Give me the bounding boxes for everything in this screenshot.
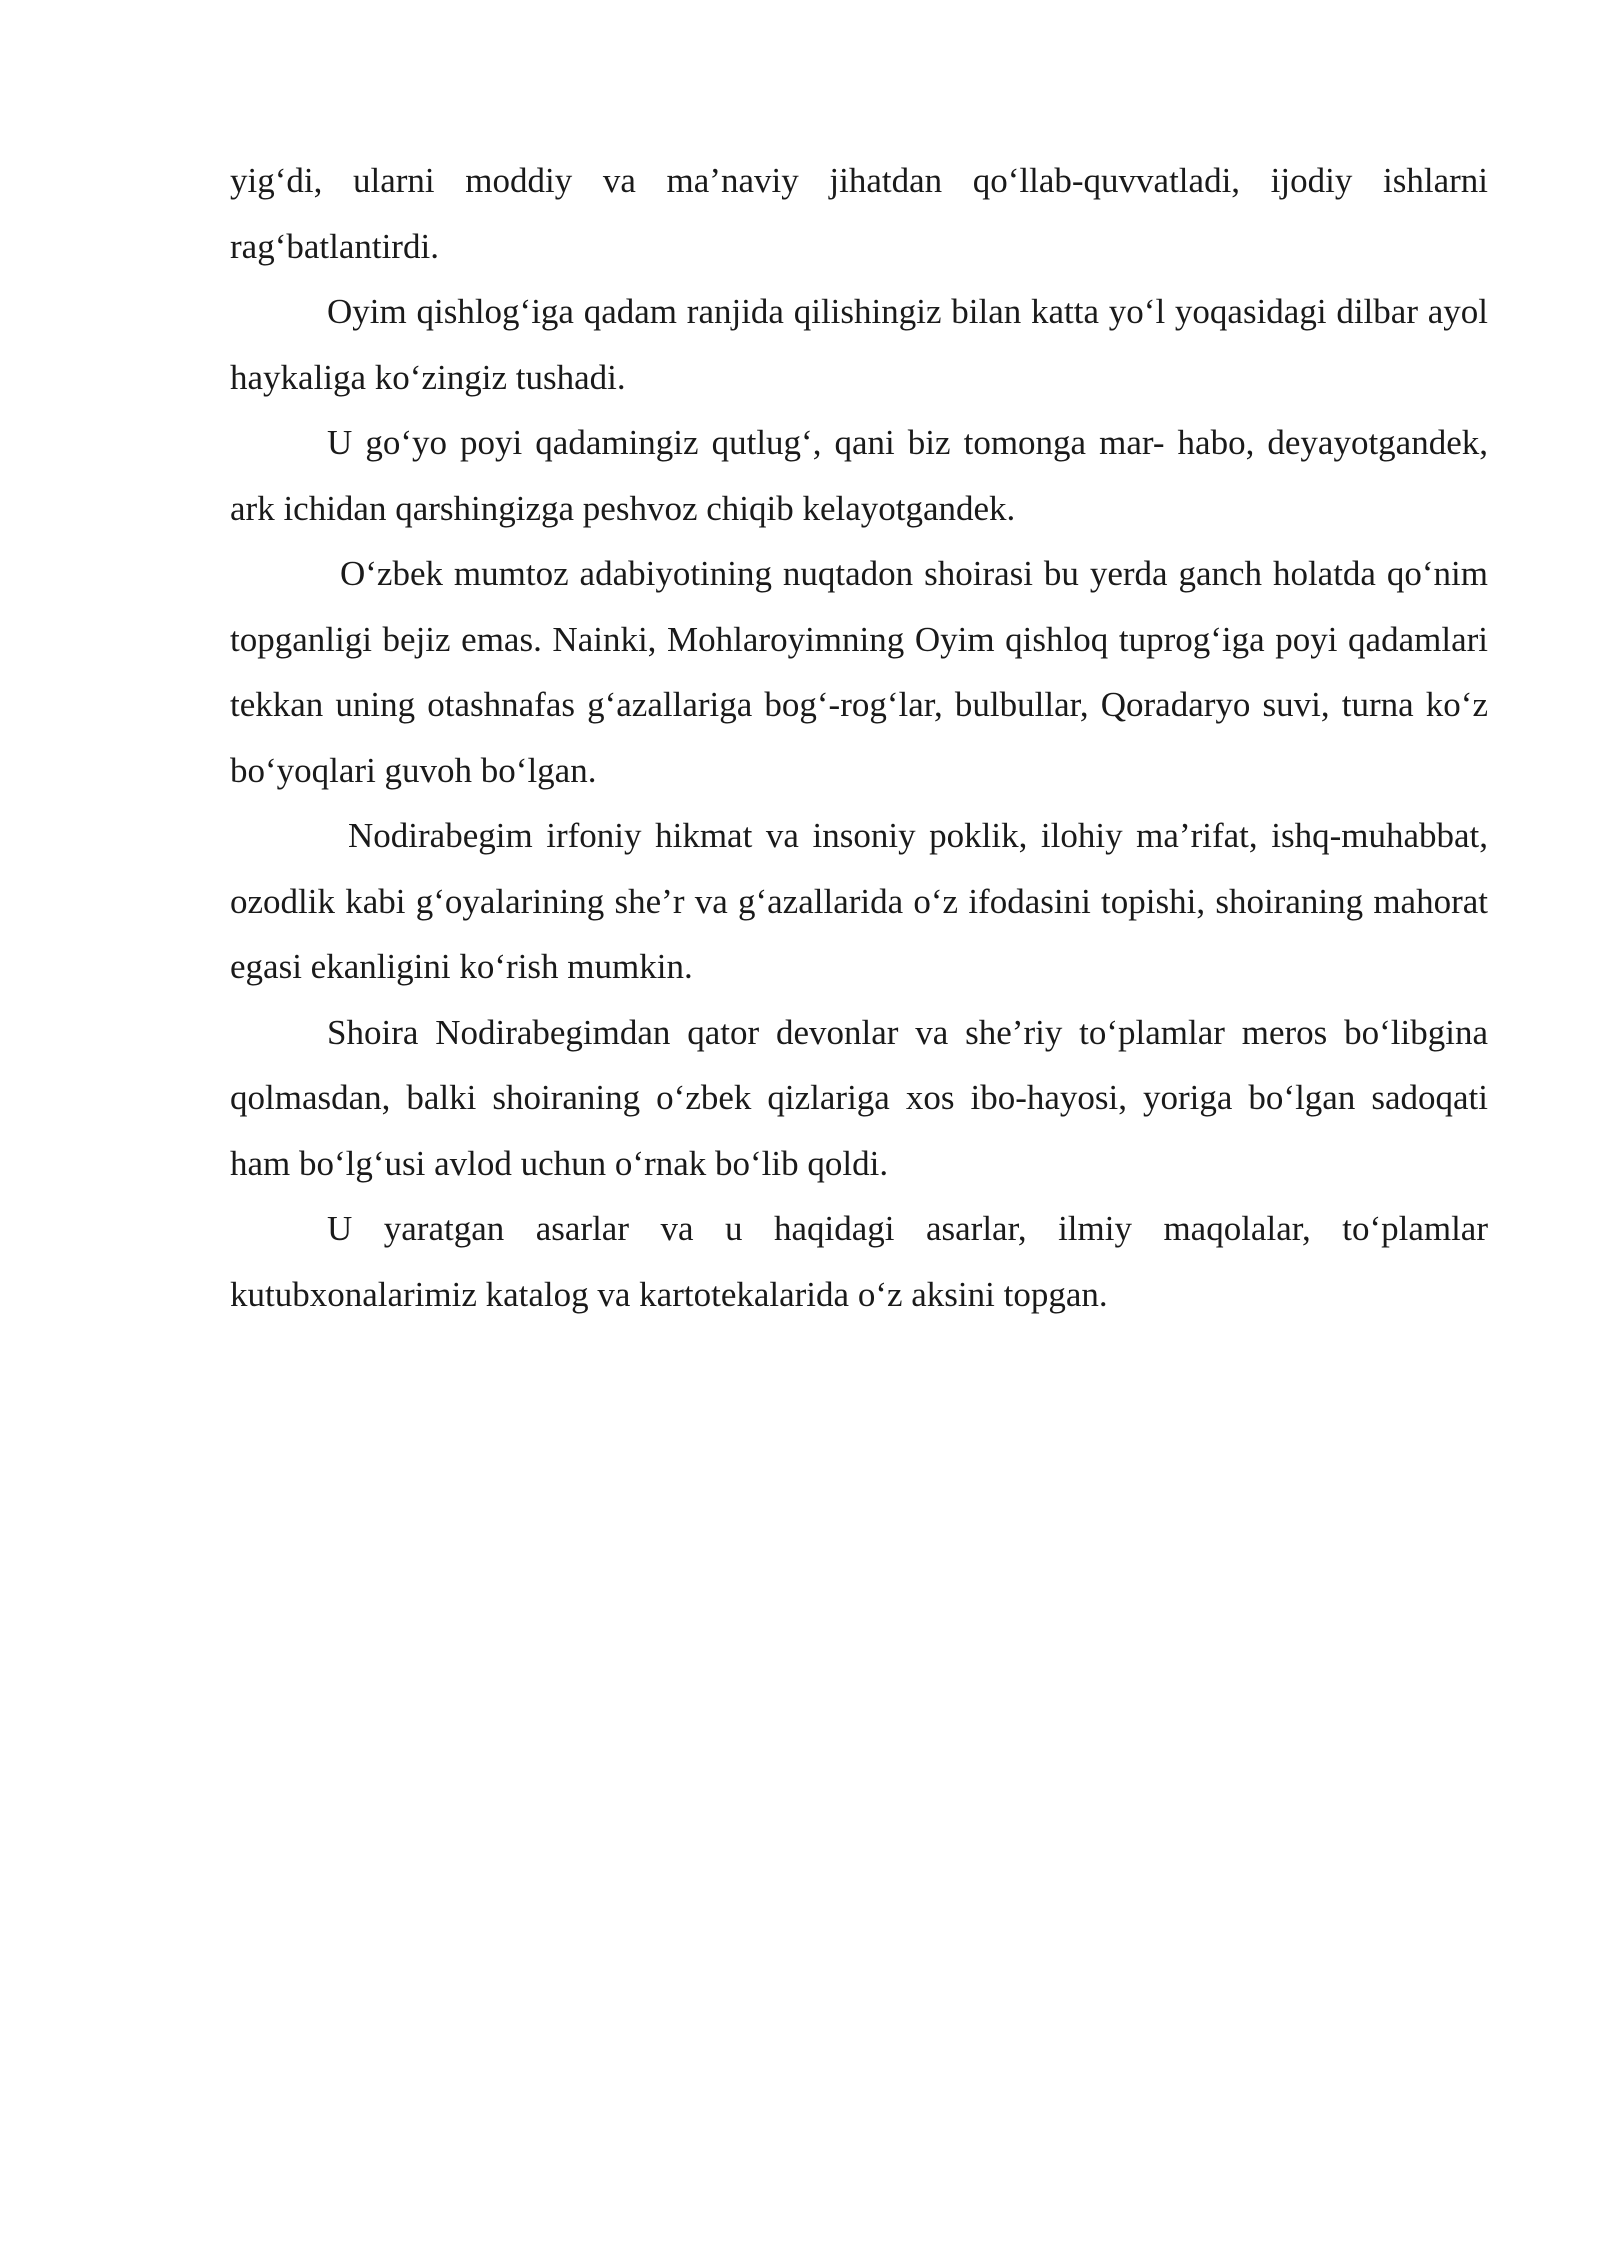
- paragraph-nodirabegim-ideas: Nodirabegim irfoniy hikmat va insoniy poklik, ilohiy ma’rifat, ishq-muhabbat, ozodlik kabi g‘oyalarining she’r va g‘azallarida o‘z ifodasini topishi, shoiraning mahorat egasi ekanligini ko‘rish mumkin.: [230, 816, 1488, 986]
- document-body: [230, 148, 1488, 1327]
- paragraph-welcome: U go‘yo poyi qadamingiz qutlug‘, qani biz tomonga mar- habo, deyayotgandek, ark ichidan qarshingizga peshvoz chiqib kelayotgandek.: [230, 423, 1488, 528]
- paragraph-library-catalog: U yaratgan asarlar va u haqidagi asarlar, ilmiy maqolalar, to‘plamlar kutubxonalarimiz katalog va kartotekalarida o‘z aksini topgan.: [230, 1209, 1488, 1314]
- paragraph-continuation: yig‘di, ularni moddiy va ma’naviy jihatdan qo‘llab-quvvatladi, ijodiy ishlarni rag‘batlantirdi.: [230, 161, 1488, 266]
- paragraph-village-statue: Oyim qishlog‘iga qadam ranjida qilishingiz bilan katta yo‘l yoqasidagi dilbar ayol haykaliga ko‘zingiz tushadi.: [230, 292, 1488, 397]
- paragraph-legacy: Shoira Nodirabegimdan qator devonlar va she’riy to‘plamlar meros bo‘libgina qolmasdan, balki shoiraning o‘zbek qizlariga xos ibo-hayosi, yoriga bo‘lgan sadoqati ham bo‘lg‘usi avlod uchun o‘rnak bo‘lib qoldi.: [230, 1012, 1488, 1183]
- paragraph-poetess-monument: O‘zbek mumtoz adabiyotining nuqtadon shoirasi bu yerda ganch holatda qo‘nim topganligi bejiz emas. Nainki, Mohlaroyimning Oyim qishloq tuprog‘iga poyi qadamlari tekkan uning otashnafas g‘azallariga bog‘-rog‘lar, bulbullar, Qoradaryo suvi, turna ko‘z bo‘yoqlari guvoh bo‘lgan.: [230, 554, 1488, 790]
